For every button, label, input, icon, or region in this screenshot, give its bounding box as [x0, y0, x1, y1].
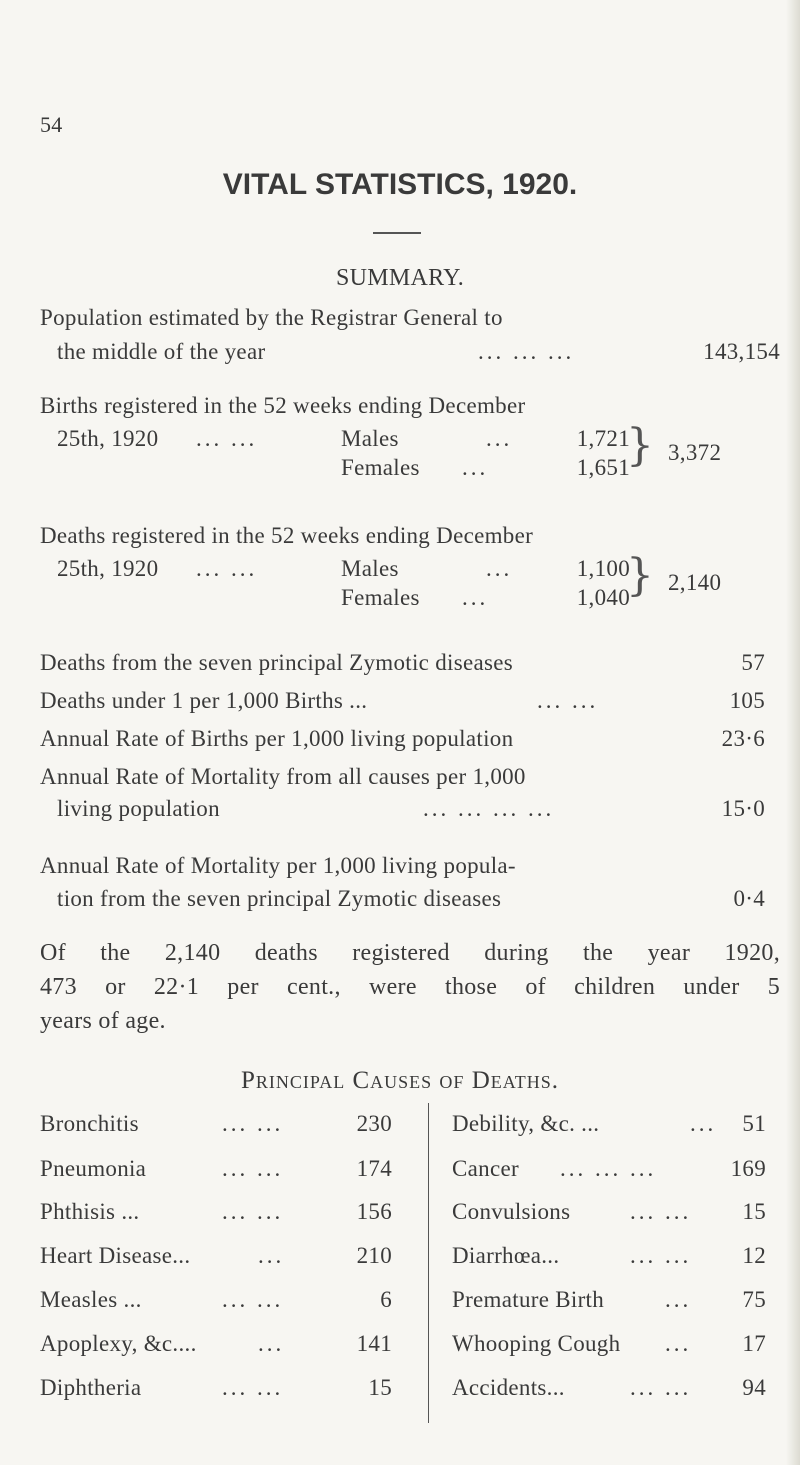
population-line-2: the middle of the year — [57, 339, 266, 364]
cause-phthisis-leader: ... ... — [222, 1199, 284, 1224]
cause-whooping-cough-leader: ... — [665, 1331, 692, 1356]
stat-birth-rate-value: 23·6 — [721, 726, 765, 751]
cause-premature-birth-leader: ... — [665, 1287, 692, 1312]
births-total: 3,372 — [668, 440, 722, 465]
cause-convulsions-label: Convulsions — [452, 1199, 571, 1224]
cause-diphtheria-label: Diphtheria — [40, 1375, 142, 1400]
stat-birth-rate-label: Annual Rate of Births per 1,000 living population — [40, 726, 514, 751]
stat-zymotic-rate-label: Annual Rate of Mortality per 1,000 living popula- — [40, 853, 516, 878]
cause-debility-value: 51 — [742, 1111, 766, 1136]
cause-apoplexy-value: 141 — [356, 1331, 392, 1356]
births-brace: } — [626, 420, 654, 471]
population-leader: ... ... ... — [478, 339, 575, 364]
causes-column-divider — [428, 1103, 429, 1423]
cause-bronchitis-value: 230 — [356, 1111, 392, 1136]
title-rule — [373, 232, 421, 234]
cause-heart-disease-value: 210 — [356, 1243, 392, 1268]
summary-heading: SUMMARY. — [335, 265, 464, 291]
deaths-males-value: 1,100 — [576, 556, 630, 581]
cause-pneumonia-label: Pneumonia — [40, 1156, 147, 1181]
births-females-label: Females — [341, 455, 420, 480]
stat-zymotic-deaths-value: 57 — [741, 650, 765, 675]
cause-cancer-leader: ... ... ... — [560, 1156, 657, 1181]
cause-apoplexy-leader: ... — [258, 1331, 285, 1356]
cause-convulsions-leader: ... ... — [630, 1199, 692, 1224]
cause-apoplexy-label: Apoplexy, &c.... — [40, 1331, 197, 1356]
cause-accidents-leader: ... ... — [630, 1375, 692, 1400]
cause-measles-label: Measles ... — [40, 1287, 142, 1312]
page-edge-shadow — [786, 0, 800, 1465]
cause-premature-birth-label: Premature Birth — [452, 1287, 605, 1312]
births-males-leader: ... — [486, 426, 513, 451]
cause-diarrhoea-leader: ... ... — [630, 1243, 692, 1268]
stat-mortality-rate-label: Annual Rate of Mortality from all causes per 1,000 — [40, 764, 526, 789]
cause-phthisis-value: 156 — [356, 1199, 392, 1224]
population-line-1: Population estimated by the Registrar General to — [40, 305, 503, 330]
births-date: 25th, 1920 — [57, 426, 159, 451]
cause-whooping-cough-value: 17 — [742, 1331, 766, 1356]
cause-heart-disease-leader: ... — [258, 1243, 285, 1268]
cause-bronchitis-leader: ... ... — [222, 1111, 284, 1136]
deaths-date-leader: ... ... — [196, 556, 258, 581]
births-line-1: Births registered in the 52 weeks ending December — [40, 393, 526, 418]
cause-measles-value: 6 — [380, 1287, 392, 1312]
cause-accidents-value: 94 — [742, 1375, 766, 1400]
cause-cancer-label: Cancer — [452, 1156, 519, 1181]
stat-mortality-rate-leader: ... ... ... ... — [423, 796, 555, 821]
stat-infant-deaths-label: Deaths under 1 per 1,000 Births ... — [40, 688, 368, 713]
births-females-value: 1,651 — [576, 455, 630, 480]
cause-whooping-cough-label: Whooping Cough — [452, 1331, 621, 1356]
cause-diarrhoea-value: 12 — [742, 1243, 766, 1268]
stat-zymotic-rate-label-2: tion from the seven principal Zymotic diseases — [57, 886, 502, 911]
deaths-females-label: Females — [341, 585, 420, 610]
cause-cancer-value: 169 — [730, 1156, 766, 1181]
births-date-leader: ... ... — [196, 426, 258, 451]
page-number: 54 — [40, 112, 63, 137]
deaths-total: 2,140 — [668, 570, 722, 595]
paragraph-line-1: Of the 2,140 deaths registered during the year 1920, — [40, 940, 780, 966]
paragraph-line-3: years of age. — [40, 1008, 166, 1034]
stat-mortality-rate-value: 15·0 — [721, 796, 765, 821]
stat-zymotic-rate-value: 0·4 — [733, 886, 765, 911]
stat-mortality-rate-label-2: living population — [57, 796, 220, 821]
causes-heading: Principal Causes of Deaths. — [240, 1067, 559, 1094]
cause-heart-disease-label: Heart Disease... — [40, 1243, 191, 1268]
cause-debility-label: Debility, &c. ... — [452, 1111, 600, 1136]
population-value: 143,154 — [703, 339, 780, 364]
deaths-females-value: 1,040 — [576, 585, 630, 610]
cause-pneumonia-leader: ... ... — [222, 1156, 284, 1181]
cause-premature-birth-value: 75 — [742, 1287, 766, 1312]
cause-debility-leader: ... — [690, 1111, 717, 1136]
births-males-value: 1,721 — [576, 426, 630, 451]
deaths-line-1: Deaths registered in the 52 weeks ending December — [40, 523, 534, 548]
cause-convulsions-value: 15 — [742, 1199, 766, 1224]
deaths-brace: } — [626, 550, 654, 601]
deaths-males-leader: ... — [486, 556, 513, 581]
births-males-label: Males — [341, 426, 399, 451]
cause-measles-leader: ... ... — [222, 1287, 284, 1312]
cause-accidents-label: Accidents... — [452, 1375, 565, 1400]
stat-infant-deaths-value: 105 — [729, 688, 765, 713]
deaths-females-leader: ... — [462, 585, 489, 610]
births-females-leader: ... — [462, 455, 489, 480]
deaths-date: 25th, 1920 — [57, 556, 159, 581]
cause-bronchitis-label: Bronchitis — [40, 1111, 139, 1136]
cause-phthisis-label: Phthisis ... — [40, 1199, 140, 1224]
deaths-males-label: Males — [341, 556, 399, 581]
stat-infant-deaths-leader: ... ... — [537, 688, 599, 713]
stat-zymotic-deaths-label: Deaths from the seven principal Zymotic diseases — [40, 650, 513, 675]
cause-pneumonia-value: 174 — [356, 1156, 392, 1181]
paragraph-line-2: 473 or 22·1 per cent., were those of children under 5 — [40, 974, 780, 1000]
page-title: VITAL STATISTICS, 1920. — [222, 168, 578, 201]
cause-diphtheria-leader: ... ... — [222, 1375, 284, 1400]
cause-diphtheria-value: 15 — [368, 1375, 392, 1400]
cause-diarrhoea-label: Diarrhœa... — [452, 1243, 560, 1268]
